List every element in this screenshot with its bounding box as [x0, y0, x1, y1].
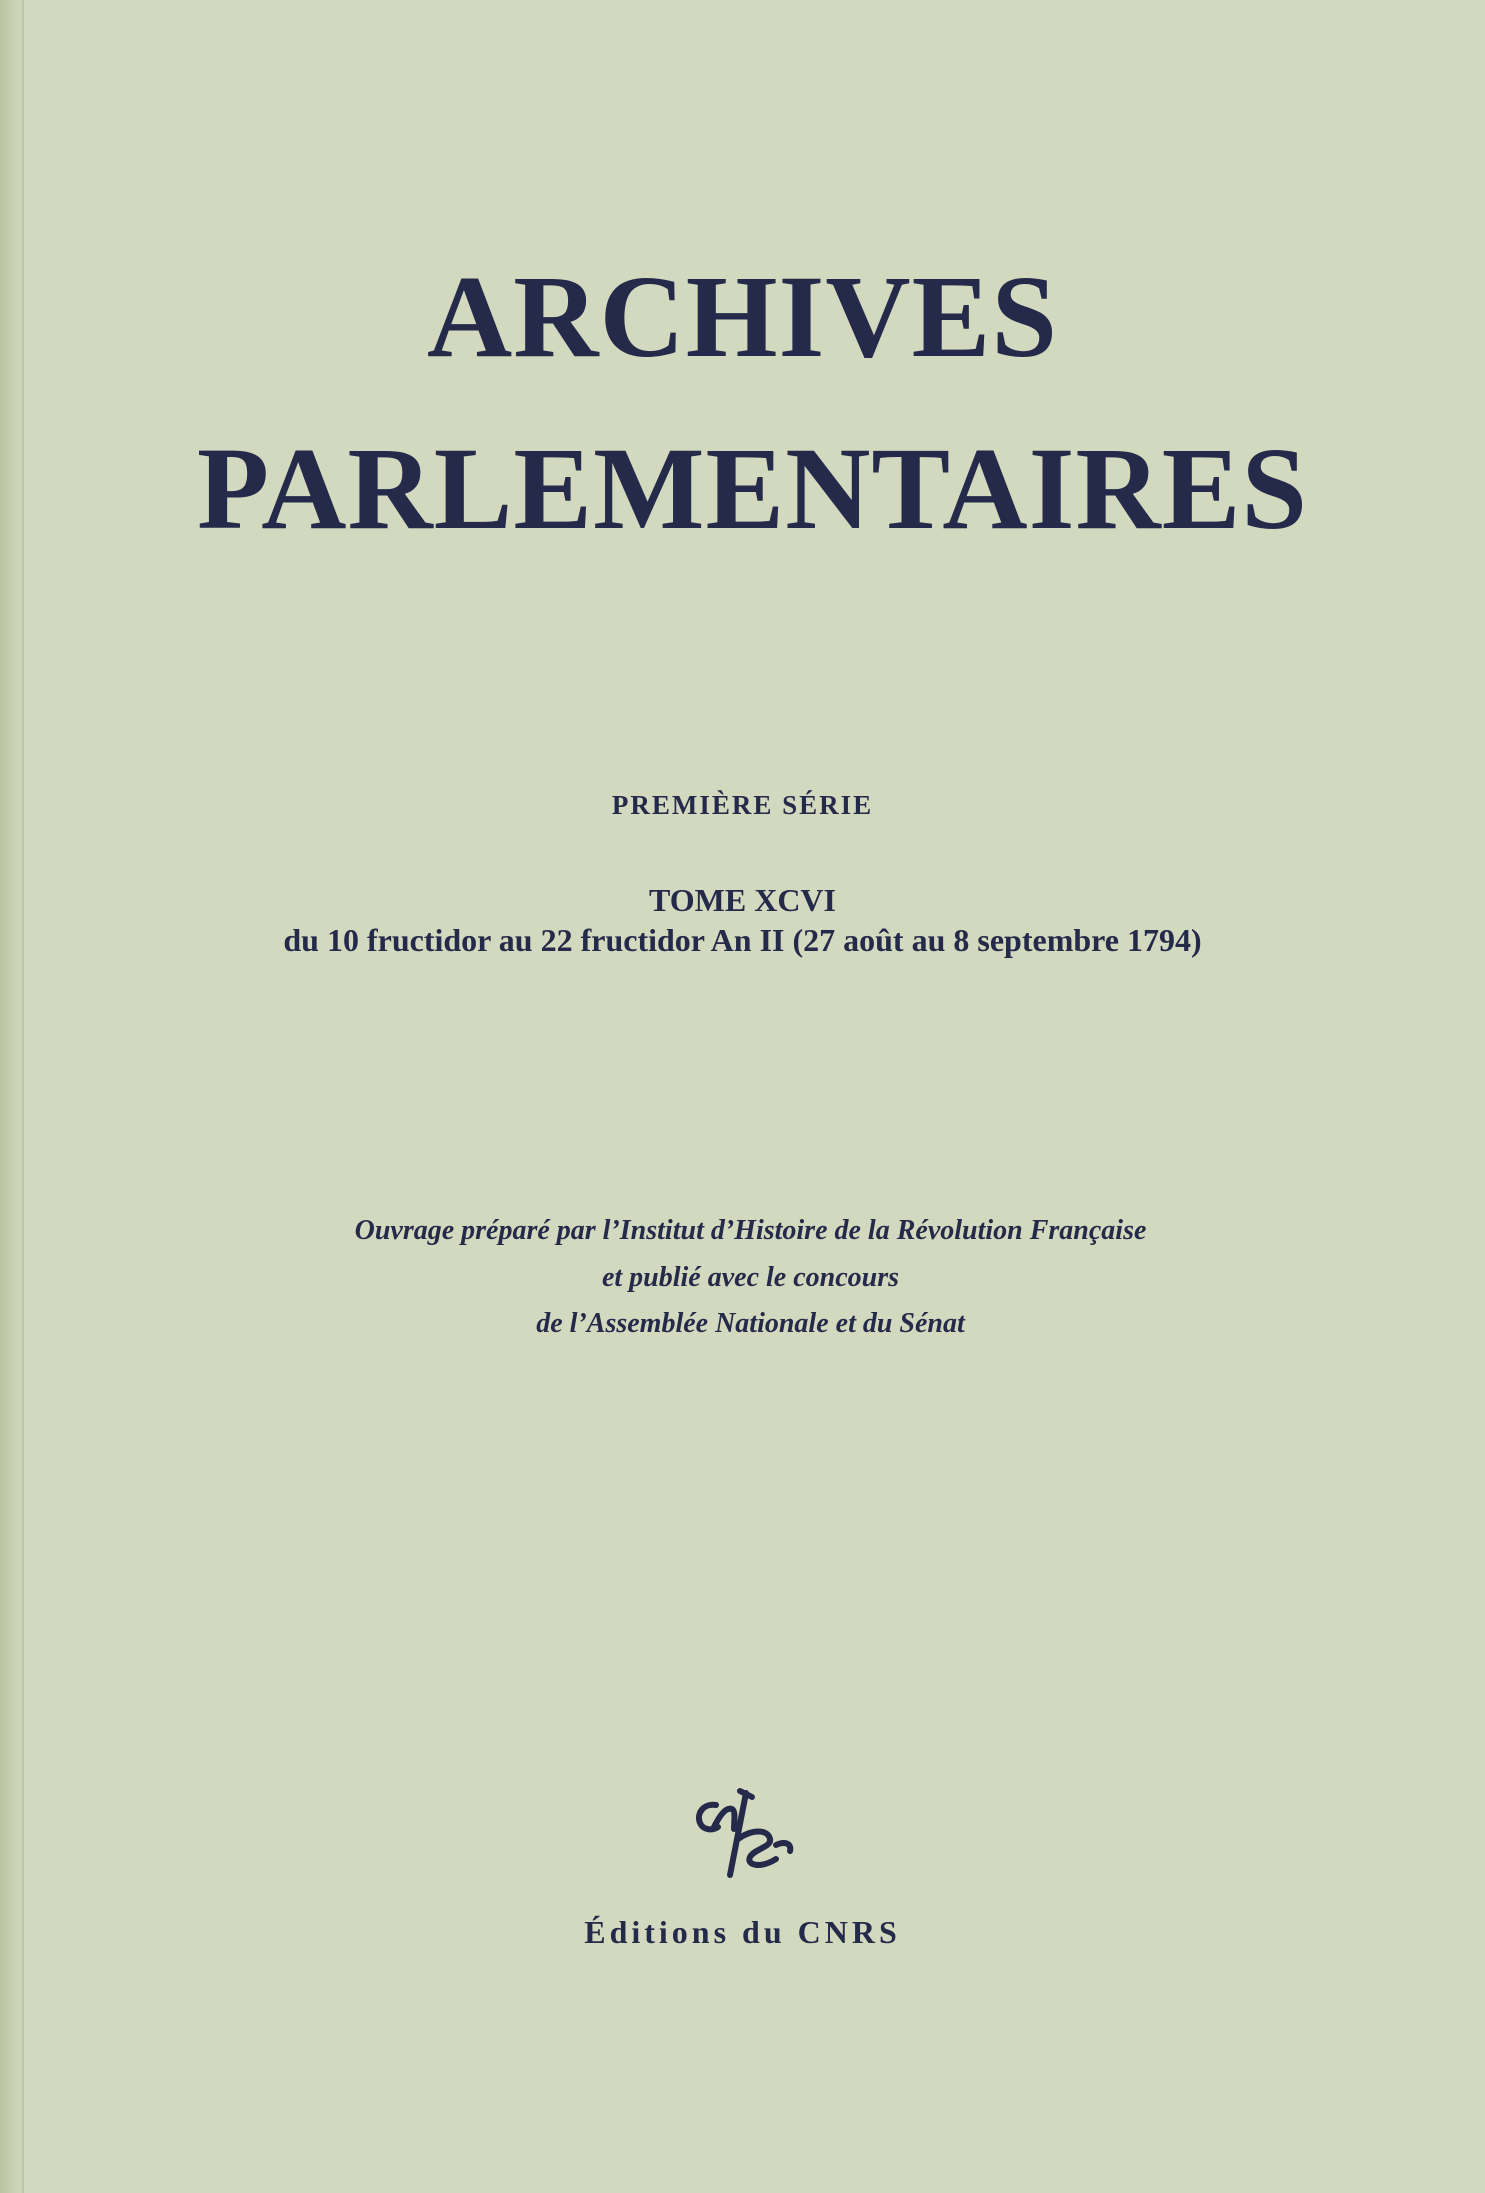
tome-label: TOME XCVI: [649, 882, 836, 918]
publisher-name: Éditions du CNRS: [584, 1914, 901, 1950]
date-range: du 10 fructidor au 22 fructidor An II (27 août au 8 septembre 1794): [283, 922, 1202, 958]
credit-line-3: de l’Assemblée Nationale et du Sénat: [536, 1308, 965, 1339]
title-line-2: PARLEMENTAIRES: [196, 423, 1309, 554]
credit-line-2: et publié avec le concours: [601, 1262, 900, 1293]
title-line-1: ARCHIVES: [427, 251, 1058, 382]
cnrs-logo-icon: [690, 1785, 800, 1885]
credit-line-1: Ouvrage préparé par l’Institut d’Histoire de la Révolution Française: [354, 1215, 1147, 1246]
series-label: PREMIÈRE SÉRIE: [611, 790, 874, 820]
